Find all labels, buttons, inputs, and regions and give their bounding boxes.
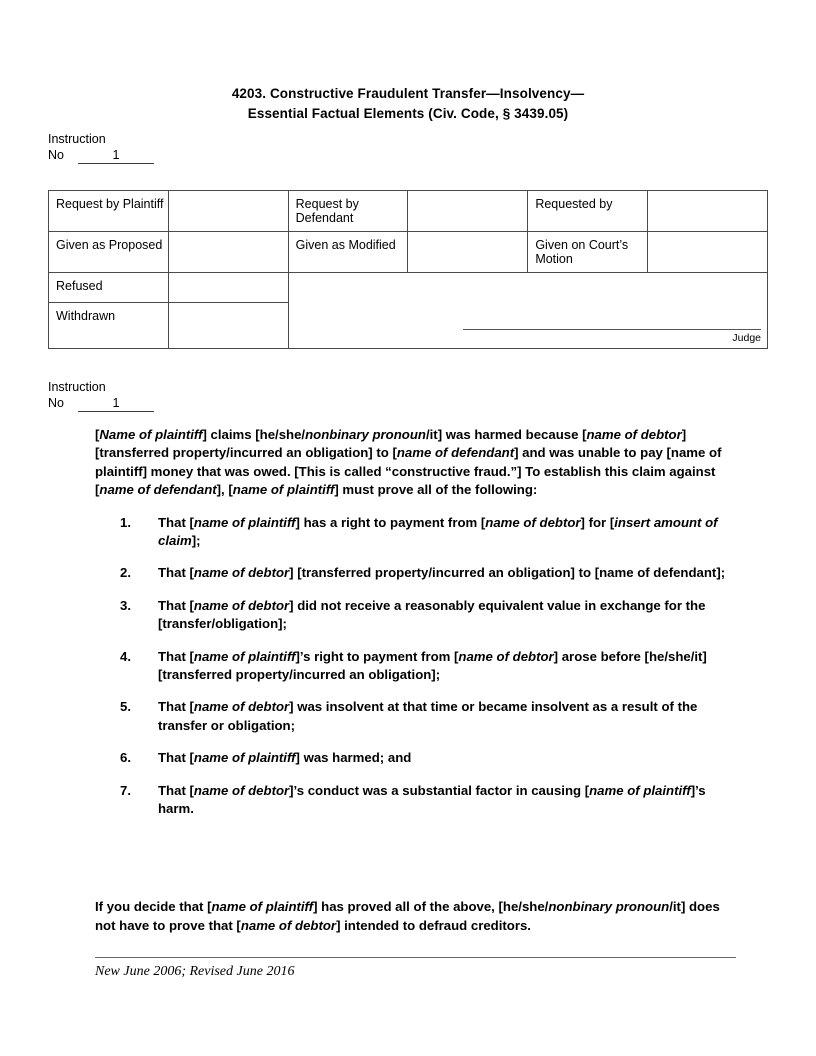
instruction-number-field-body[interactable]: 1 — [78, 396, 154, 412]
page-title — [48, 84, 768, 124]
cell-given-as-proposed: Given as Proposed — [49, 232, 169, 273]
table-row — [49, 232, 768, 273]
list-item-text: That [name of plaintiff] was harmed; and — [158, 750, 412, 766]
list-item-text: That [name of plaintiff] has a right to payment from [name of debtor] for [insert amount of claim]; — [158, 514, 718, 549]
intro-paragraph: [Name of plaintiff] claims [he/she/nonbinary pronoun/it] was harmed because [name of debtor] [transferred property/incurred an obligation] to [name of defendant] and was unable to pay [name of plaintiff] money that was owed. [This is called “constructive fraud.”] To establish this claim against [name of defendant], [name of plaintiff] must prove all of the following: — [95, 427, 722, 498]
checkbox-request-by-plaintiff[interactable] — [168, 191, 288, 232]
list-item — [95, 564, 730, 582]
signature-line[interactable] — [463, 329, 761, 330]
checkbox-given-as-proposed[interactable] — [168, 232, 288, 273]
list-item-text: That [name of debtor]’s conduct was a substantial factor in causing [name of plaintiff]’s harm. — [158, 782, 706, 817]
closing-paragraph: If you decide that [name of plaintiff] has proved all of the above, [he/she/nonbinary pronoun/it] does not have to prove that [name of debtor] intended to defraud creditors. — [95, 899, 720, 933]
checkbox-request-by-defendant[interactable] — [408, 191, 528, 232]
list-item-number: 1. — [120, 514, 131, 530]
table-row — [49, 273, 768, 303]
judge-signature-cell — [288, 273, 767, 349]
list-item-number: 5. — [120, 699, 131, 715]
request-disposition-table — [48, 190, 768, 349]
page-title-line-1: 4203. Constructive Fraudulent Transfer—Insolvency— — [231, 86, 585, 101]
essential-elements-list — [95, 514, 730, 819]
instruction-no-word-top: No — [48, 148, 64, 162]
instruction-number-header-body — [48, 379, 154, 412]
checkbox-requested-by[interactable] — [648, 191, 768, 232]
instruction-no-row-body — [48, 395, 154, 412]
list-item — [95, 648, 730, 685]
cell-request-by-defendant: Request by Defendant — [288, 191, 408, 232]
list-item-number: 6. — [120, 750, 131, 766]
instruction-label-top: Instruction — [48, 132, 106, 146]
checkbox-given-as-modified[interactable] — [408, 232, 528, 273]
list-item-text: That [name of debtor] did not receive a reasonably equivalent value in exchange for the [transfer/obligation]; — [158, 597, 706, 632]
list-item — [95, 782, 730, 819]
list-item-number: 7. — [120, 782, 131, 798]
list-item — [95, 749, 730, 767]
instruction-label-body: Instruction — [48, 380, 106, 394]
signature-label-judge: Judge — [732, 332, 761, 344]
judge-signature-block — [463, 329, 761, 344]
list-item — [95, 698, 730, 735]
request-table-body — [49, 191, 768, 349]
footer-divider — [95, 957, 736, 958]
cell-requested-by: Requested by — [528, 191, 648, 232]
instruction-body — [95, 426, 730, 835]
cell-given-on-courts-motion: Given on Court’s Motion — [528, 232, 648, 273]
instruction-no-row-top — [48, 147, 154, 164]
list-item-number: 2. — [120, 565, 131, 581]
page-title-line-2: Essential Factual Elements (Civ. Code, § 3439.05) — [247, 106, 569, 121]
list-item-text: That [name of plaintiff]’s right to payment from [name of debtor] arose before [he/she/it] [transferred property/incurred an obligation]; — [158, 648, 707, 683]
cell-refused: Refused — [49, 273, 169, 303]
list-item — [95, 514, 730, 551]
list-item-number: 3. — [120, 597, 131, 613]
list-item-text: That [name of debtor] [transferred property/incurred an obligation] to [name of defendant]; — [158, 565, 726, 581]
cell-given-as-modified: Given as Modified — [288, 232, 408, 273]
list-item-text: That [name of debtor] was insolvent at that time or became insolvent as a result of the transfer or obligation; — [158, 699, 698, 733]
table-row — [49, 191, 768, 232]
instruction-number-header-top — [48, 131, 154, 164]
list-item — [95, 597, 730, 634]
instruction-number-field-top[interactable]: 1 — [78, 148, 154, 164]
checkbox-given-on-courts-motion[interactable] — [648, 232, 768, 273]
checkbox-refused[interactable] — [168, 273, 288, 303]
footer-revision-note: New June 2006; Revised June 2016 — [95, 964, 295, 979]
instruction-no-word-body: No — [48, 396, 64, 410]
checkbox-withdrawn[interactable] — [168, 303, 288, 349]
cell-withdrawn: Withdrawn — [49, 303, 169, 349]
cell-request-by-plaintiff: Request by Plaintiff — [49, 191, 169, 232]
list-item-number: 4. — [120, 648, 131, 664]
